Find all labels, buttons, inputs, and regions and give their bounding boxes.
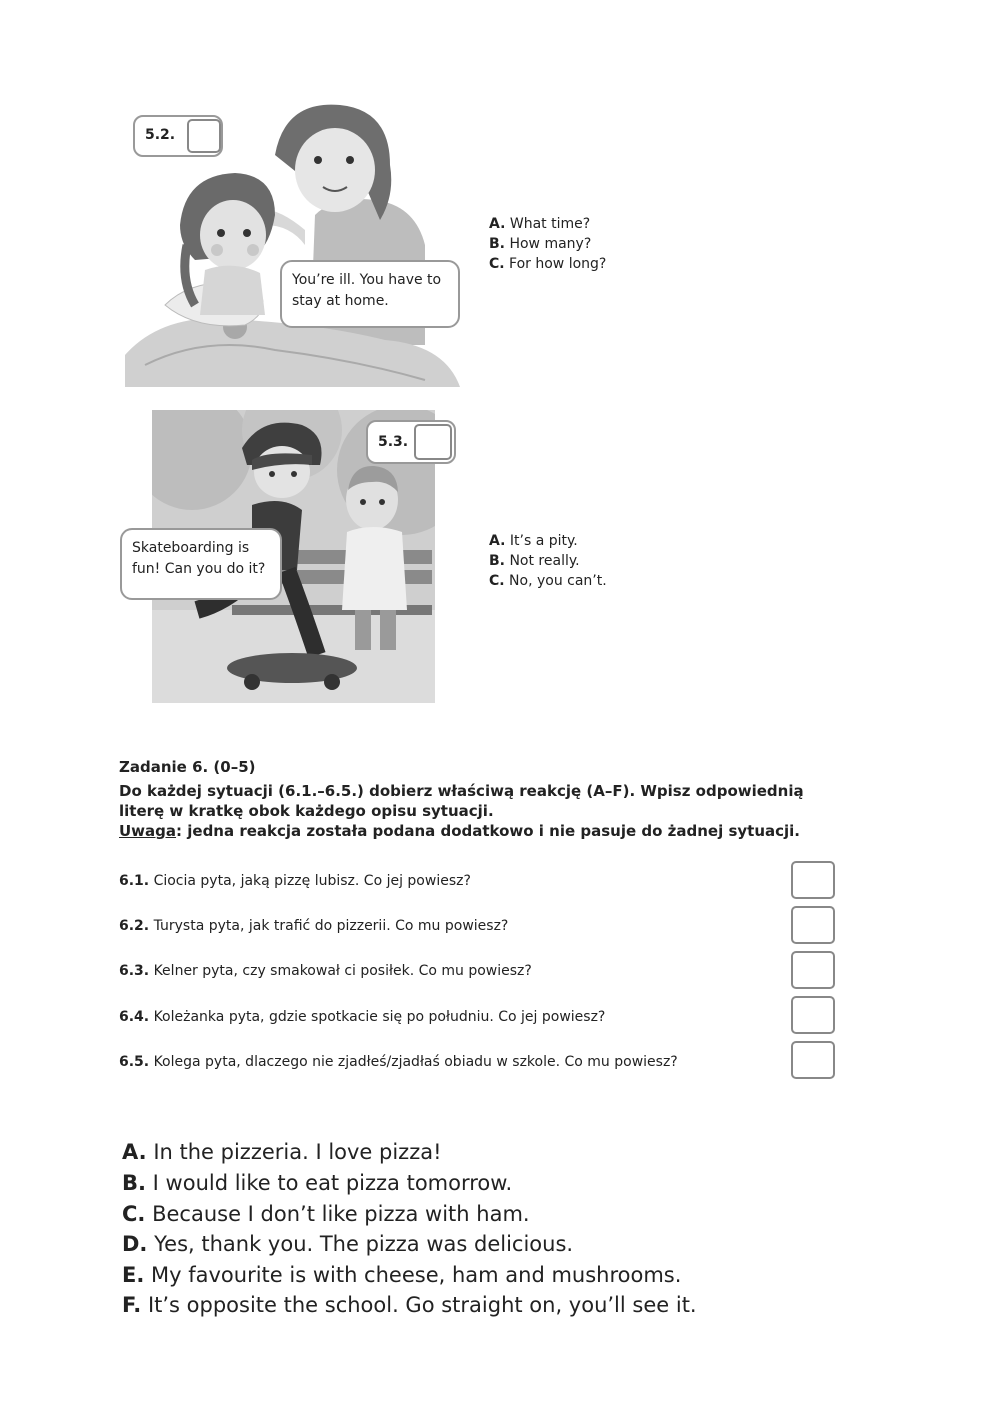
note-label: Uwaga: [119, 822, 177, 840]
option-5-2-b: B. How many?: [489, 236, 592, 252]
answer-box-6-2[interactable]: [791, 906, 835, 944]
instruction-line-1: Do każdej sytuacji (6.1.–6.5.) dobierz właściwą reakcję (A–F). Wpisz odpowiednią: [119, 782, 804, 800]
illustration-sick-child: [125, 95, 465, 387]
tag-5-2: [133, 115, 223, 157]
tag-5-3-text: 5.3.: [378, 434, 409, 450]
option-5-3-b: B. Not really.: [489, 553, 580, 569]
answer-box-6-3[interactable]: [791, 951, 835, 989]
answer-box-5-3-frame[interactable]: [414, 424, 452, 460]
option-5-2-c: C. For how long?: [489, 256, 607, 272]
options-5-2: [489, 214, 606, 274]
tag-5-2-label: 5.2.: [145, 127, 176, 143]
speech-text-5-3-frame: Skateboarding is fun! Can you do it?: [132, 540, 266, 577]
option-5-3-c: C. No, you can’t.: [489, 573, 607, 589]
answer-option-c: C. Because I don’t like pizza with ham.: [122, 1202, 530, 1226]
answer-option-f: F. It’s opposite the school. Go straight on, you’ll see it.: [122, 1293, 697, 1317]
answer-option-d: D. Yes, thank you. The pizza was delicious.: [122, 1232, 574, 1256]
note-text: : jedna reakcja została podana dodatkowo i nie pasuje do żadnej sytuacji.: [176, 822, 801, 840]
situation-6-2: 6.2. Turysta pyta, jak trafić do pizzerii. Co mu powiesz?: [119, 918, 509, 934]
instruction-line-2: literę w kratkę obok każdego opisu sytuacji.: [119, 802, 494, 820]
situation-6-5: 6.5. Kolega pyta, dlaczego nie zjadłeś/zjadłaś obiadu w szkole. Co mu powiesz?: [119, 1054, 678, 1070]
tag-5-3-frame: [366, 420, 456, 464]
answer-option-b: B. I would like to eat pizza tomorrow.: [122, 1171, 513, 1195]
answer-option-a: A. In the pizzeria. I love pizza!: [122, 1140, 442, 1164]
answer-box-5-2[interactable]: [187, 119, 221, 153]
answer-box-6-5[interactable]: [791, 1041, 835, 1079]
speech-bubble-mother: [280, 260, 460, 328]
speech-bubble-skater-frame: [120, 528, 282, 600]
answer-option-e: E. My favourite is with cheese, ham and mushrooms.: [122, 1263, 682, 1287]
option-5-2-a: A. What time?: [489, 216, 591, 232]
instruction-note: [119, 821, 859, 841]
situation-6-1: 6.1. Ciocia pyta, jaką pizzę lubisz. Co jej powiesz?: [119, 873, 471, 889]
option-5-3-a: A. It’s a pity.: [489, 533, 578, 549]
options-5-3: [489, 531, 607, 591]
speech-text-5-2: You’re ill. You have to stay at home.: [292, 272, 442, 309]
task-6-title: Zadanie 6. (0–5): [119, 758, 256, 776]
answer-box-6-1[interactable]: [791, 861, 835, 899]
task-6-instruction: [119, 781, 859, 841]
answer-box-6-4[interactable]: [791, 996, 835, 1034]
situation-6-4: 6.4. Koleżanka pyta, gdzie spotkacie się po południu. Co jej powiesz?: [119, 1009, 606, 1025]
situation-6-3: 6.3. Kelner pyta, czy smakował ci posiłek. Co mu powiesz?: [119, 963, 532, 979]
